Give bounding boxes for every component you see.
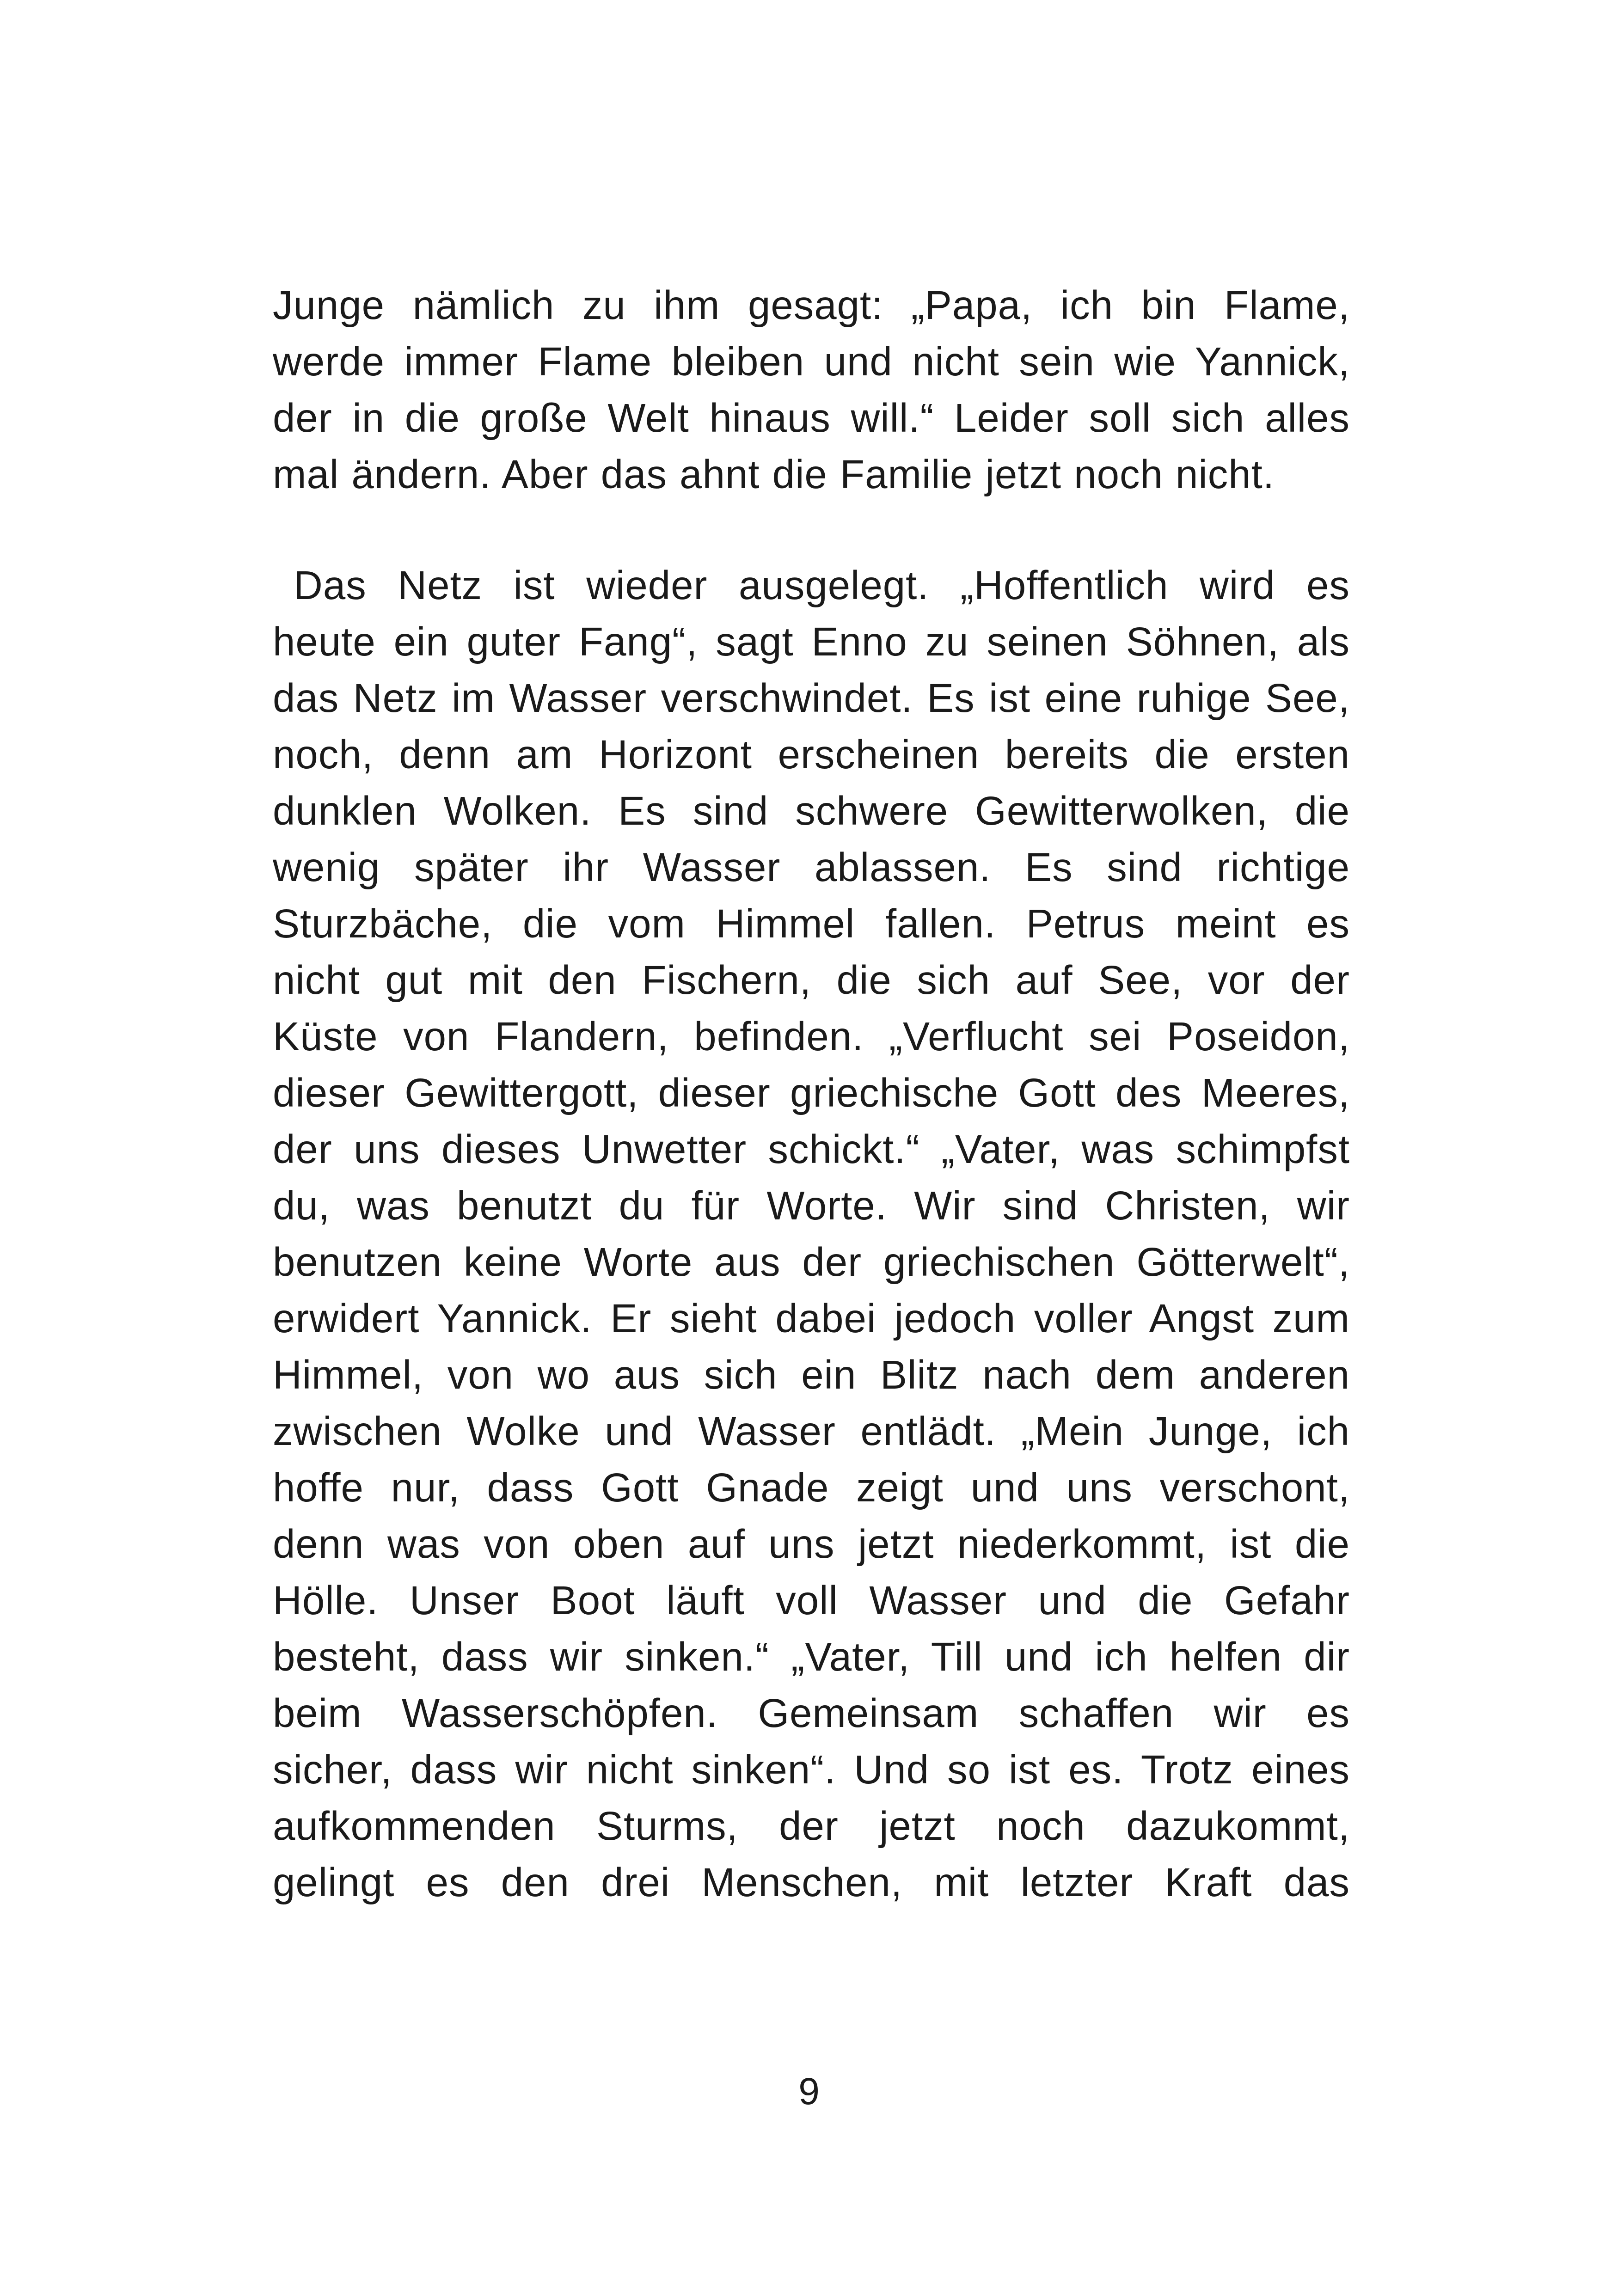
text-line: der uns dieses Unwetter schickt.“ „Vater, was schimpfst	[273, 1127, 1350, 1172]
text-line: hoffe nur, dass Gott Gnade zeigt und uns verschont,	[273, 1465, 1350, 1510]
text-line: gelingt es den drei Menschen, mit letzter Kraft das	[273, 1860, 1350, 1905]
text-line: Das Netz ist wieder ausgelegt. „Hoffentlich wird es	[294, 563, 1350, 608]
text-line: das Netz im Wasser verschwindet. Es ist eine ruhige See,	[273, 676, 1350, 721]
text-line: Hölle. Unser Boot läuft voll Wasser und die Gefahr	[273, 1578, 1350, 1623]
text-line: nicht gut mit den Fischern, die sich auf See, vor der	[273, 958, 1350, 1003]
text-line: Küste von Flandern, befinden. „Verflucht sei Poseidon,	[273, 1014, 1350, 1059]
text-line: sicher, dass wir nicht sinken“. Und so ist es. Trotz eines	[273, 1747, 1350, 1792]
text-line: denn was von oben auf uns jetzt niederkommt, ist die	[273, 1522, 1350, 1567]
text-line: wenig später ihr Wasser ablassen. Es sind richtige	[273, 845, 1350, 890]
text-line: zwischen Wolke und Wasser entlädt. „Mein Junge, ich	[273, 1409, 1350, 1454]
text-line: mal ändern. Aber das ahnt die Familie jetzt noch nicht.	[273, 452, 1275, 497]
text-line: dieser Gewittergott, dieser griechische Gott des Meeres,	[273, 1071, 1350, 1115]
text-line: noch, denn am Horizont erscheinen bereits die ersten	[273, 732, 1350, 777]
text-line: besteht, dass wir sinken.“ „Vater, Till und ich helfen dir	[273, 1635, 1350, 1679]
page-number: 9	[798, 2070, 820, 2112]
text-line: Sturzbäche, die vom Himmel fallen. Petrus meint es	[273, 901, 1350, 946]
text-line: der in die große Welt hinaus will.“ Leider soll sich alles	[273, 396, 1350, 441]
text-line: Himmel, von wo aus sich ein Blitz nach dem anderen	[273, 1353, 1350, 1397]
text-line: erwidert Yannick. Er sieht dabei jedoch voller Angst zum	[273, 1296, 1350, 1341]
paragraph-2	[273, 557, 1350, 1911]
text-line: benutzen keine Worte aus der griechischen Götterwelt“,	[273, 1240, 1350, 1285]
paragraph-1	[273, 277, 1350, 503]
text-line: aufkommenden Sturms, der jetzt noch dazukommt,	[273, 1804, 1350, 1849]
text-line: heute ein guter Fang“, sagt Enno zu seinen Söhnen, als	[273, 619, 1350, 664]
text-line: Junge nämlich zu ihm gesagt: „Papa, ich bin Flame,	[273, 283, 1350, 328]
text-line: dunklen Wolken. Es sind schwere Gewitterwolken, die	[273, 789, 1350, 833]
text-line: du, was benutzt du für Worte. Wir sind Christen, wir	[273, 1183, 1350, 1228]
text-line: beim Wasserschöpfen. Gemeinsam schaffen wir es	[273, 1691, 1350, 1736]
text-line: werde immer Flame bleiben und nicht sein wie Yannick,	[273, 339, 1350, 384]
